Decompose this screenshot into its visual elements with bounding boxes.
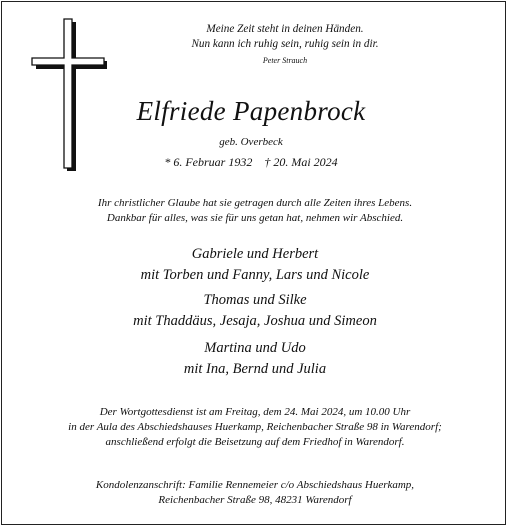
- life-dates: * 6. Februar 1932 † 20. Mai 2024: [164, 155, 338, 169]
- service-line-2: in der Aula des Abschiedshauses Huerkamp, Reichenbacher Straße 98 in Warendorf;: [68, 421, 442, 433]
- tribute-line-1: Ihr christlicher Glaube hat sie getragen durch alle Zeiten ihres Lebens.: [97, 197, 413, 209]
- family-1-parents: Gabriele und Herbert: [191, 246, 319, 262]
- motto-author: Peter Strauch: [262, 56, 308, 65]
- motto-line-2: Nun kann ich ruhig sein, ruhig sein in dir.: [191, 38, 379, 50]
- family-1-children: mit Torben und Fanny, Lars und Nicole: [140, 267, 370, 283]
- birth-name: geb. Overbeck: [219, 136, 283, 148]
- condolence-line-2: Reichenbacher Straße 98, 48231 Warendorf: [158, 494, 352, 506]
- tribute-line-2: Dankbar für alles, was sie für uns getan hat, nehmen wir Abschied.: [106, 212, 404, 224]
- family-3-children: mit Ina, Bernd und Julia: [183, 361, 327, 377]
- family-2-children: mit Thaddäus, Jesaja, Joshua und Simeon: [133, 313, 377, 329]
- family-3-parents: Martina und Udo: [204, 340, 306, 356]
- family-2-parents: Thomas und Silke: [203, 292, 307, 308]
- deceased-name: Elfriede Papenbrock: [136, 96, 366, 126]
- service-line-3: anschließend erfolgt die Beisetzung auf dem Friedhof in Warendorf.: [105, 436, 405, 448]
- motto-line-1: Meine Zeit steht in deinen Händen.: [206, 23, 364, 35]
- service-line-1: Der Wortgottesdienst ist am Freitag, dem 24. Mai 2024, um 10.00 Uhr: [99, 406, 411, 418]
- condolence-line-1: Kondolenzanschrift: Familie Rennemeier c/o Abschiedshaus Huerkamp,: [95, 479, 415, 491]
